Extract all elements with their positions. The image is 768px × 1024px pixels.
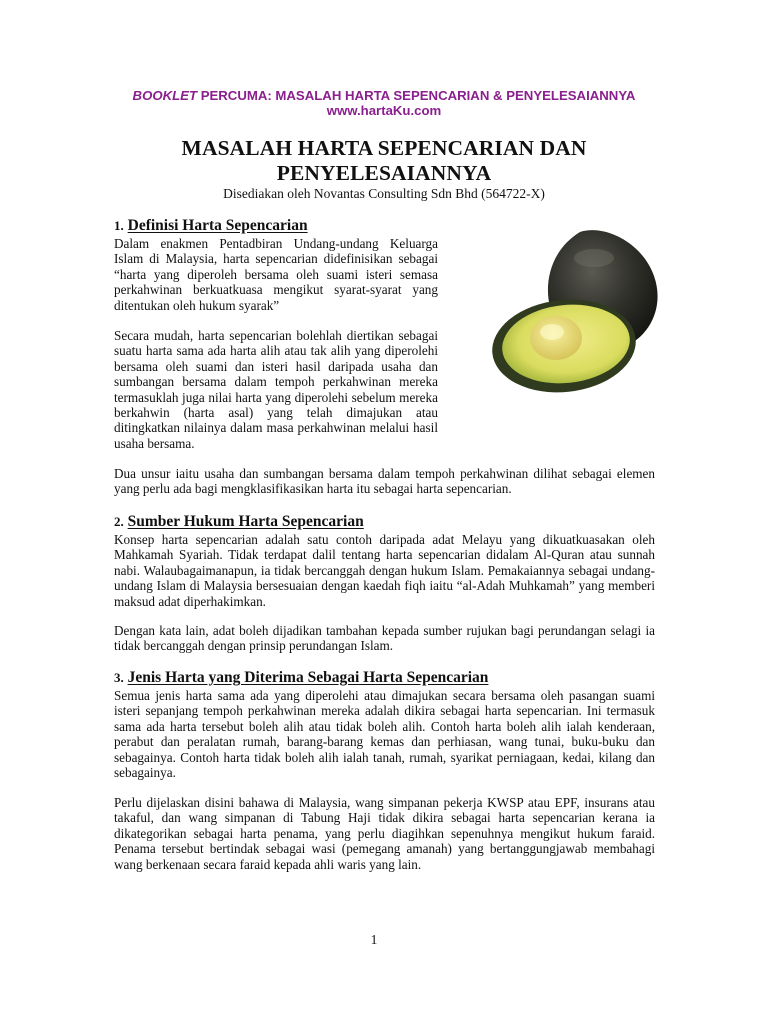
- section-1-heading: [114, 217, 308, 235]
- page-title-line2: PENYELESAIANNYA: [276, 161, 492, 185]
- section-3-paragraph-2: Perlu dijelaskan disini bahawa di Malaysia, wang simpanan pekerja KWSP atau EPF, insurans atau takaful, dan wang simpanan di Tabung Haji tidak dikira sebagai harta sepencarian kerana ia dikategorikan sebagai harta penama, yang perlu diagihkan sepenuhnya mengikut hukum faraid. Penama tersebut bertindak sebagai wasi (pemegang amanah) yang bertanggungjawab membahagi wang berkenaan secara faraid kepada ahli waris yang lain.: [114, 795, 655, 872]
- website-url[interactable]: www.hartaKu.com: [326, 103, 442, 118]
- booklet-rest: PERCUMA: MASALAH HARTA SEPENCARIAN & PENYELESAIANNYA: [197, 88, 636, 103]
- section-number: 2.: [114, 514, 124, 529]
- prepared-by: Disediakan oleh Novantas Consulting Sdn Bhd (564722-X): [223, 186, 545, 201]
- section-2-paragraph-1: Konsep harta sepencarian adalah satu contoh daripada adat Melayu yang dikuatkuasakan oleh Mahkamah Syariah. Tidak terdapat dalil tentang harta sepencarian didalam Al-Quran atau sunnah nabi. Walaubagaimanapun, ia tidak bercanggah dengan hukum Islam. Pemakaiannya sebagai undang-undang Islam di Malaysia bersesuaian dengan kaedah fiqh iaitu “al-Adah Muhkamah” yang memberi maksud adat diperhakimkan.: [114, 532, 655, 609]
- section-1-paragraph-1: Dalam enakmen Pentadbiran Undang-undang Keluarga Islam di Malaysia, harta sepencarian didefinisikan sebagai “harta yang diperoleh bersama oleh suami isteri semasa perkahwinan berkuatkuasa mengikut syarat-syarat yang ditentukan oleh hukum syarak”: [114, 236, 438, 313]
- booklet-word: BOOKLET: [132, 88, 198, 103]
- section-heading-text: Jenis Harta yang Diterima Sebagai Harta Sepencarian: [127, 669, 489, 686]
- booklet-header-line1: [0, 88, 768, 103]
- section-2-paragraph-2: Dengan kata lain, adat boleh dijadikan tambahan kepada sumber rujukan bagi perundangan selagi ia tidak bercanggah dengan prinsip perundangan Islam.: [114, 623, 655, 654]
- section-3-heading: [114, 669, 488, 687]
- section-heading-text: Definisi Harta Sepencarian: [127, 217, 308, 234]
- section-1-paragraph-2: Secara mudah, harta sepencarian bolehlah diertikan sebagai suatu harta sama ada harta alih atau tak alih yang diperolehi bersama oleh suami dan isteri hasil daripada usaha dan sumbangan bersama dalam tempoh perkahwinan mereka termasuklah juga nilai harta yang diperolehi sebelum mereka berkahwin (harta asal) yang telah dimajukan atau ditingkatkan nilainya dalam masa perkahwinan melalui hasil usaha bersama.: [114, 328, 438, 451]
- section-1-paragraph-3: Dua unsur iaitu usaha dan sumbangan bersama dalam tempoh perkahwinan dilihat sebagai elemen yang perlu ada bagi mengklasifikasikan harta itu sebagai harta sepencarian.: [114, 466, 655, 497]
- page-title-line1: MASALAH HARTA SEPENCARIAN DAN: [181, 136, 587, 160]
- section-3-paragraph-1: Semua jenis harta sama ada yang diperolehi atau dimajukan secara bersama oleh pasangan suami isteri sepanjang tempoh perkahwinan mereka adalah dikira sebagai harta sepencarian. Ini termasuk sama ada harta tersebut boleh alih atau tidak boleh alih. Contoh harta boleh alih ialah kenderaan, perabut dan peralatan rumah, barang-barang kemas dan perhiasan, wang tunai, buku-buku dan sebagainya. Contoh harta tidak boleh alih ialah tanah, rumah, syarikat perniagaan, kedai, kilang dan sebagainya.: [114, 688, 655, 781]
- avocado-icon: [492, 224, 664, 404]
- booklet-header: [0, 88, 768, 118]
- page-number: 1: [370, 932, 378, 947]
- page-title: [0, 136, 768, 186]
- section-heading-text: Sumber Hukum Harta Sepencarian: [127, 513, 364, 530]
- section-number: 1.: [114, 218, 124, 233]
- section-2-heading: [114, 513, 364, 531]
- section-number: 3.: [114, 670, 124, 685]
